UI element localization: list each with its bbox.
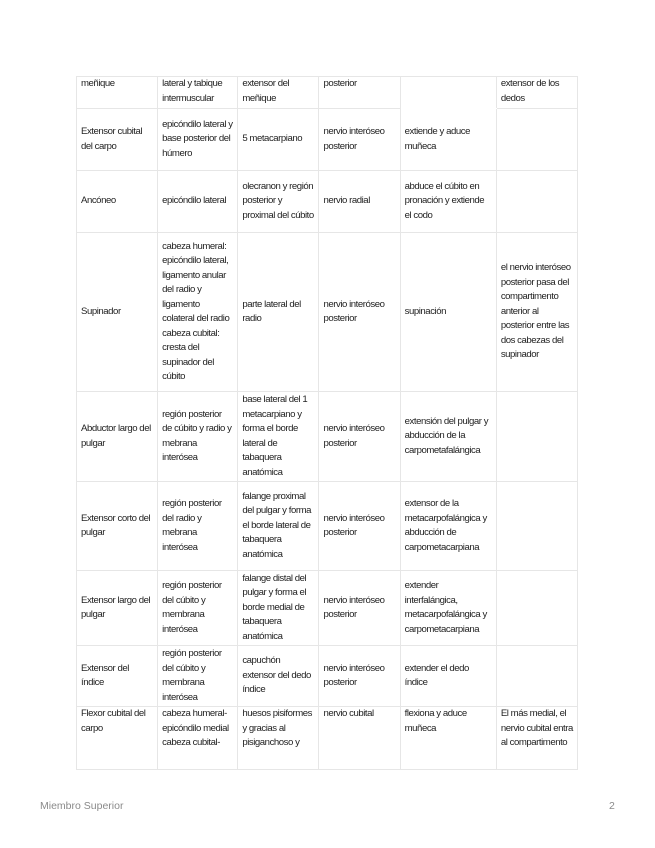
table-cell-insertion: base lateral del 1 metacarpiano y forma el borde lateral de tabaquera anatómica [238, 392, 319, 482]
table-cell-notes [496, 109, 577, 171]
footer-title: Miembro Superior [40, 800, 124, 812]
table-cell-muscle: Ancóneo [77, 171, 158, 233]
table-row [77, 707, 578, 770]
table-cell-action: extender interfalángica, metacarpofalángica y carpometacarpiana [400, 571, 496, 646]
table-row [77, 77, 578, 109]
table-row [77, 571, 578, 646]
table-cell-notes [496, 392, 577, 482]
table-cell-muscle: Extensor cubital del carpo [77, 109, 158, 171]
table-cell-origin: lateral y tabique intermuscular [158, 77, 238, 109]
table-cell-notes [496, 171, 577, 233]
table-cell-muscle: meñique [77, 77, 158, 109]
table-cell-action: supinación [400, 233, 496, 392]
table-row [77, 482, 578, 571]
table-cell-nerve: nervio interóseo posterior [319, 392, 400, 482]
table-cell-muscle: Extensor del índice [77, 646, 158, 707]
table-row [77, 109, 578, 171]
table-row [77, 646, 578, 707]
table-cell-action: flexiona y aduce muñeca [400, 707, 496, 770]
table-cell-origin: región posterior del cúbito y membrana interósea [158, 646, 238, 707]
table-row [77, 233, 578, 392]
table-cell-muscle: Extensor corto del pulgar [77, 482, 158, 571]
table-cell-nerve: nervio interóseo posterior [319, 482, 400, 571]
table-cell-insertion: extensor del meñique [238, 77, 319, 109]
table-cell-insertion: falange proximal del pulgar y forma el borde lateral de tabaquera anatómica [238, 482, 319, 571]
table-cell-action [400, 77, 496, 109]
table-cell-notes: extensor de los dedos [496, 77, 577, 109]
table-cell-insertion: capuchón extensor del dedo índice [238, 646, 319, 707]
table-cell-nerve: nervio interóseo posterior [319, 571, 400, 646]
table-cell-origin: cabeza humeral: epicóndilo lateral, ligamento anular del radio y ligamento colateral del radio cabeza cubital: cresta del supinador del cúbito [158, 233, 238, 392]
table-cell-action: extender el dedo índice [400, 646, 496, 707]
table-cell-insertion: huesos pisiformes y gracias al pisiganchoso y [238, 707, 319, 770]
table-cell-muscle: Flexor cubital del carpo [77, 707, 158, 770]
table-cell-nerve: nervio interóseo posterior [319, 233, 400, 392]
table-cell-notes: el nervio interóseo posterior pasa del compartimento anterior al posterior entre las dos cabezas del supinador [496, 233, 577, 392]
table-cell-origin: región posterior del radio y mebrana interósea [158, 482, 238, 571]
table-cell-nerve: nervio interóseo posterior [319, 109, 400, 171]
page-number: 2 [609, 800, 615, 812]
table-cell-nerve: nervio interóseo posterior [319, 646, 400, 707]
table-cell-insertion: falange distal del pulgar y forma el borde medial de tabaquera anatómica [238, 571, 319, 646]
table-cell-action: abduce el cúbito en pronación y extiende el codo [400, 171, 496, 233]
table-cell-muscle: Abductor largo del pulgar [77, 392, 158, 482]
table-cell-origin: epicóndilo lateral [158, 171, 238, 233]
table-cell-muscle: Supinador [77, 233, 158, 392]
table-cell-insertion: parte lateral del radio [238, 233, 319, 392]
table-cell-insertion: olecranon y región posterior y proximal del cúbito [238, 171, 319, 233]
table-cell-origin: región posterior del cúbito y membrana interósea [158, 571, 238, 646]
table-cell-nerve: posterior [319, 77, 400, 109]
table-cell-origin: región posterior de cúbito y radio y mebrana interósea [158, 392, 238, 482]
table-cell-action: extiende y aduce muñeca [400, 109, 496, 171]
table-cell-notes [496, 646, 577, 707]
table-row [77, 392, 578, 482]
table-cell-notes: El más medial, el nervio cubital entra al compartimento [496, 707, 577, 770]
table-cell-nerve: nervio cubital [319, 707, 400, 770]
table-cell-origin: epicóndilo lateral y base posterior del húmero [158, 109, 238, 171]
table-cell-muscle: Extensor largo del pulgar [77, 571, 158, 646]
table-cell-notes [496, 571, 577, 646]
table-cell-nerve: nervio radial [319, 171, 400, 233]
table-row [77, 171, 578, 233]
table-cell-action: extensión del pulgar y abducción de la carpometafalángica [400, 392, 496, 482]
table-cell-origin: cabeza humeral- epicóndilo medial cabeza cubital- [158, 707, 238, 770]
table-cell-action: extensor de la metacarpofalángica y abducción de carpometacarpiana [400, 482, 496, 571]
table-cell-insertion: 5 metacarpiano [238, 109, 319, 171]
table-cell-notes [496, 482, 577, 571]
muscle-table [76, 76, 578, 770]
